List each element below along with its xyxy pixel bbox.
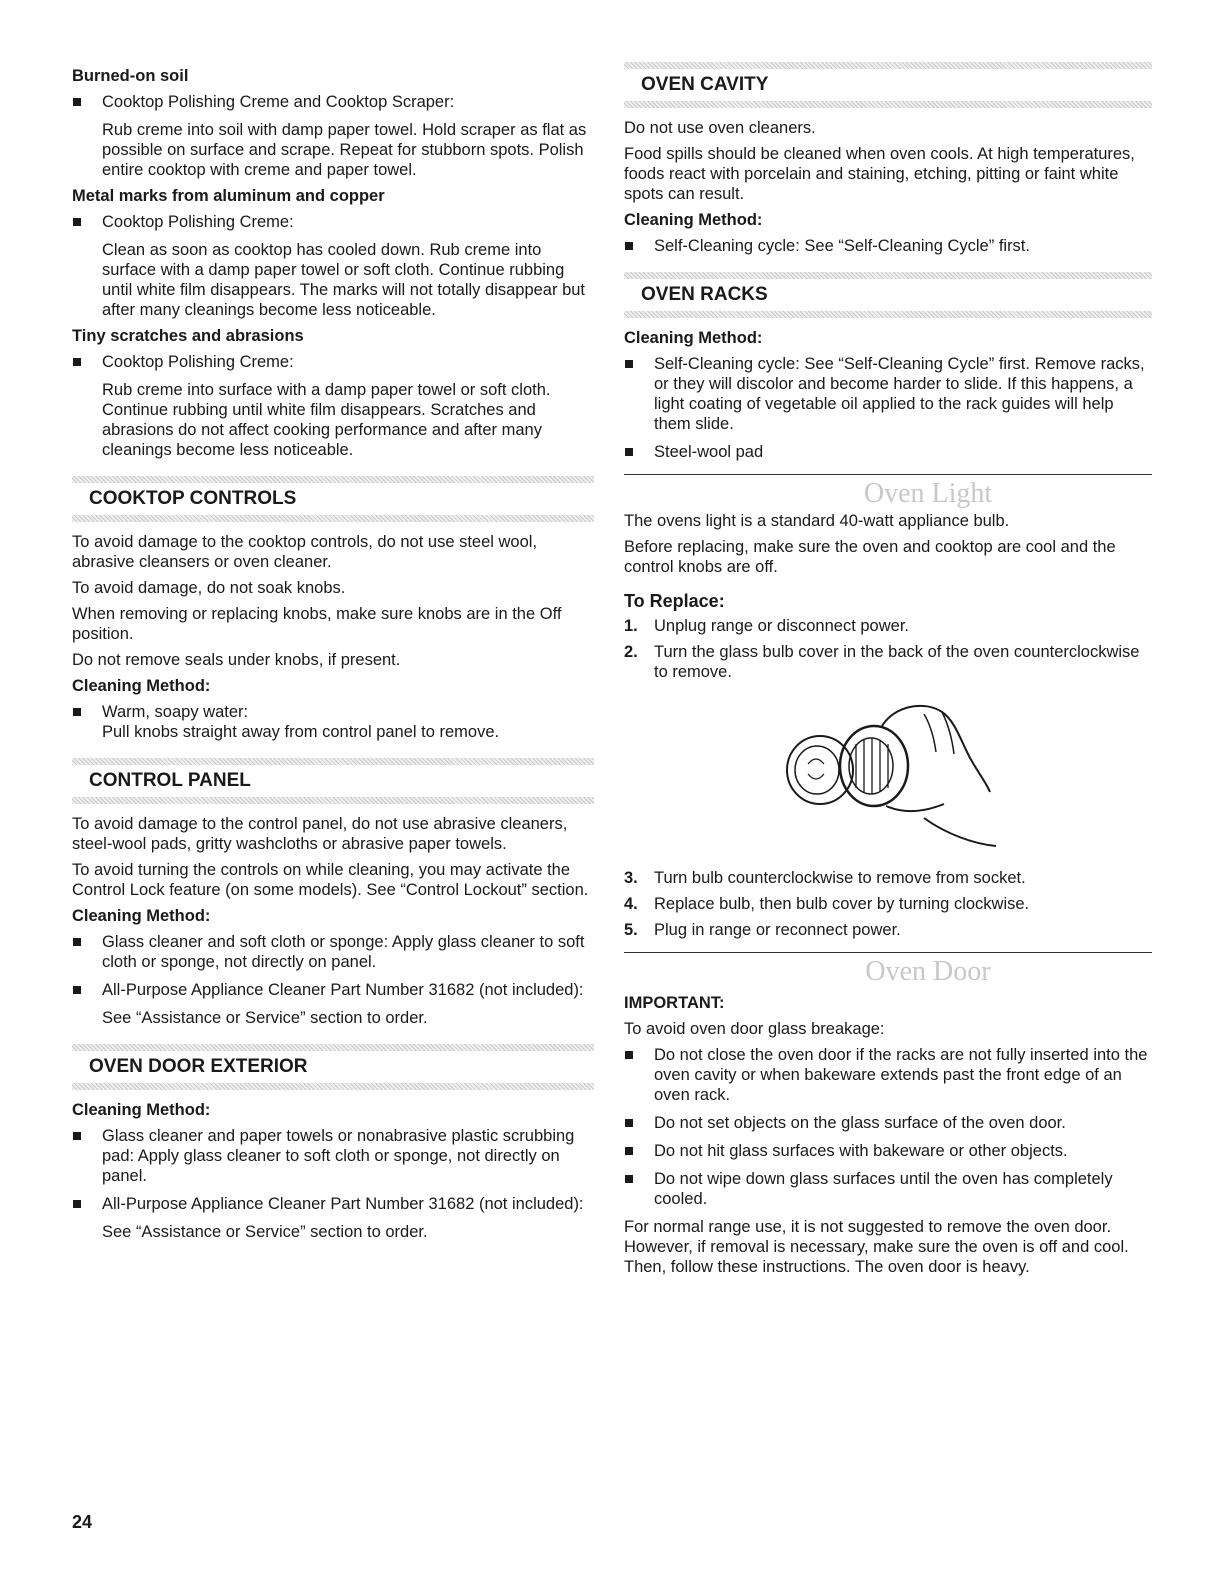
section-title: OVEN RACKS: [641, 284, 768, 305]
page-number: 24: [72, 1512, 93, 1532]
step-item: [624, 868, 1152, 888]
list-item: Cooktop Polishing Creme:: [72, 352, 594, 372]
section-band: [72, 1083, 594, 1090]
paragraph: Do not use oven cleaners.: [624, 119, 816, 137]
section-band: [624, 101, 1152, 108]
list-item: Self-Cleaning cycle: See “Self-Cleaning Cycle” first.: [624, 236, 1152, 256]
list-item: [72, 702, 594, 742]
section-band: [624, 62, 1152, 69]
section-band: [72, 797, 594, 804]
step-text: Turn bulb counterclockwise to remove from socket.: [654, 869, 1026, 887]
paragraph: The ovens light is a standard 40-watt appliance bulb.: [624, 512, 1010, 530]
important-heading: IMPORTANT:: [624, 994, 725, 1012]
section-title: CONTROL PANEL: [89, 770, 251, 791]
cleaning-method-heading: Cleaning Method:: [72, 907, 211, 925]
list-item: Do not close the oven door if the racks are not fully inserted into the oven cavity or when bakeware extends past the front edge of an oven rack.: [624, 1045, 1152, 1105]
list-item-detail: See “Assistance or Service” section to order.: [102, 1009, 428, 1027]
step-number: 5.: [624, 921, 638, 939]
oven-racks-list: [624, 354, 1152, 462]
oven-cavity-header: [624, 62, 1152, 108]
step-number: 4.: [624, 895, 638, 913]
paragraph: When removing or replacing knobs, make sure knobs are in the Off position.: [72, 605, 562, 643]
list-item-label: Warm, soapy water:: [102, 703, 249, 721]
list-item: Steel-wool pad: [624, 442, 1152, 462]
step-number: 3.: [624, 869, 638, 887]
section-title: COOKTOP CONTROLS: [89, 488, 297, 509]
section-band: [72, 1044, 594, 1051]
step-text: Plug in range or reconnect power.: [654, 921, 901, 939]
tiny-scratches-heading: Tiny scratches and abrasions: [72, 327, 304, 345]
replace-steps-b: [624, 868, 1152, 940]
burned-soil-list: [72, 92, 594, 112]
cleaning-method-heading: Cleaning Method:: [624, 211, 763, 229]
step-item: [624, 642, 1152, 682]
step-number: 2.: [624, 643, 638, 661]
replace-steps-a: [624, 616, 1152, 682]
step-item: [624, 920, 1152, 940]
tiny-scratches-text: Rub creme into surface with a damp paper towel or soft cloth. Continue rubbing until white film disappears. Scratches and abrasions do not affect cooking performance and after many cleanings become less noticeable.: [102, 381, 551, 459]
oven-door-list: [624, 1045, 1152, 1209]
cooktop-controls-header: [72, 476, 594, 522]
list-item: Glass cleaner and soft cloth or sponge: Apply glass cleaner to soft cloth or sponge, not directly on panel.: [72, 932, 594, 972]
to-replace-heading: To Replace:: [624, 591, 725, 611]
burned-soil-heading: Burned-on soil: [72, 67, 189, 85]
oven-door-exterior-list: [72, 1126, 594, 1214]
left-column: [72, 62, 594, 1248]
list-item: Do not wipe down glass surfaces until the oven has completely cooled.: [624, 1169, 1152, 1209]
list-item: Do not hit glass surfaces with bakeware or other objects.: [624, 1141, 1152, 1161]
step-item: [624, 894, 1152, 914]
bulb-filament: [808, 759, 824, 779]
section-band: [624, 311, 1152, 318]
section-band: [72, 758, 594, 765]
paragraph: Do not remove seals under knobs, if present.: [72, 651, 401, 669]
list-item: All-Purpose Appliance Cleaner Part Number 31682 (not included):: [72, 1194, 594, 1214]
paragraph: For normal range use, it is not suggested to remove the oven door. However, if removal is necessary, make sure the oven is off and cool. Then, follow these instructions. The oven door is heavy.: [624, 1218, 1129, 1276]
paragraph: To avoid damage, do not soak knobs.: [72, 579, 346, 597]
hand-outline: [882, 706, 996, 846]
paragraph: To avoid turning the controls on while cleaning, you may activate the Control Lock feature (on some models). See “Control Lockout” section.: [72, 861, 589, 899]
section-divider: [624, 952, 1152, 953]
section-divider: [624, 474, 1152, 475]
step-item: [624, 616, 1152, 636]
right-column: [624, 62, 1152, 1283]
tiny-scratches-list: [72, 352, 594, 372]
paragraph: To avoid oven door glass breakage:: [624, 1020, 885, 1038]
oven-light-title: Oven Light: [863, 478, 993, 509]
list-item: Cooktop Polishing Creme:: [72, 212, 594, 232]
list-item: Self-Cleaning cycle: See “Self-Cleaning Cycle” first. Remove racks, or they will discolor and become harder to slide. If this happens, a light coating of vegetable oil applied to the rack guides will help them slide.: [624, 354, 1152, 434]
paragraph: To avoid damage to the control panel, do not use abrasive cleaners, steel-wool pads, gritty washcloths or abrasive paper towels.: [72, 815, 568, 853]
step-text: Unplug range or disconnect power.: [654, 617, 909, 635]
paragraph: To avoid damage to the cooktop controls, do not use steel wool, abrasive cleansers or oven cleaner.: [72, 533, 538, 571]
list-item-detail: See “Assistance or Service” section to order.: [102, 1223, 428, 1241]
oven-racks-header: [624, 272, 1152, 318]
oven-cavity-list: [624, 236, 1152, 256]
cover-ridges: [856, 738, 888, 794]
paragraph: Before replacing, make sure the oven and cooktop are cool and the control knobs are off.: [624, 538, 1116, 576]
metal-marks-heading: Metal marks from aluminum and copper: [72, 187, 385, 205]
list-item: Glass cleaner and paper towels or nonabrasive plastic scrubbing pad: Apply glass cleaner to soft cloth or sponge, not directly on panel.: [72, 1126, 594, 1186]
section-band: [72, 476, 594, 483]
step-number: 1.: [624, 617, 638, 635]
section-band: [72, 515, 594, 522]
cleaning-method-heading: Cleaning Method:: [72, 1101, 211, 1119]
paragraph: Food spills should be cleaned when oven cools. At high temperatures, foods react with porcelain and staining, etching, pitting or faint white spots can result.: [624, 145, 1135, 203]
step-text: Turn the glass bulb cover in the back of the oven counterclockwise to remove.: [654, 643, 1140, 681]
bulb-glass: [795, 746, 839, 794]
bulb-cover-illustration: [624, 694, 1152, 859]
control-panel-list: [72, 932, 594, 1000]
oven-door-exterior-header: [72, 1044, 594, 1090]
section-title: OVEN DOOR EXTERIOR: [89, 1056, 308, 1077]
section-band: [624, 272, 1152, 279]
cleaning-method-heading: Cleaning Method:: [72, 677, 211, 695]
list-item: Do not set objects on the glass surface of the oven door.: [624, 1113, 1152, 1133]
metal-marks-list: [72, 212, 594, 232]
cooktop-controls-list: [72, 702, 594, 742]
metal-marks-text: Clean as soon as cooktop has cooled down. Rub creme into surface with a damp paper towel or soft cloth. Continue rubbing until white film disappears. The marks will not totally disappear but after many cleanings become less noticeable.: [102, 241, 586, 319]
cleaning-method-heading: Cleaning Method:: [624, 329, 763, 347]
step-text: Replace bulb, then bulb cover by turning clockwise.: [654, 895, 1030, 913]
section-title: OVEN CAVITY: [641, 74, 769, 95]
list-item: All-Purpose Appliance Cleaner Part Number 31682 (not included):: [72, 980, 594, 1000]
burned-soil-text: Rub creme into soil with damp paper towel. Hold scraper as flat as possible on surface and scrape. Repeat for stubborn spots. Polish entire cooktop with creme and paper towel.: [102, 121, 587, 179]
oven-door-title: Oven Door: [865, 956, 991, 987]
control-panel-header: [72, 758, 594, 804]
list-item: Cooktop Polishing Creme and Cooktop Scraper:: [72, 92, 594, 112]
list-item-detail: Pull knobs straight away from control panel to remove.: [102, 723, 500, 741]
